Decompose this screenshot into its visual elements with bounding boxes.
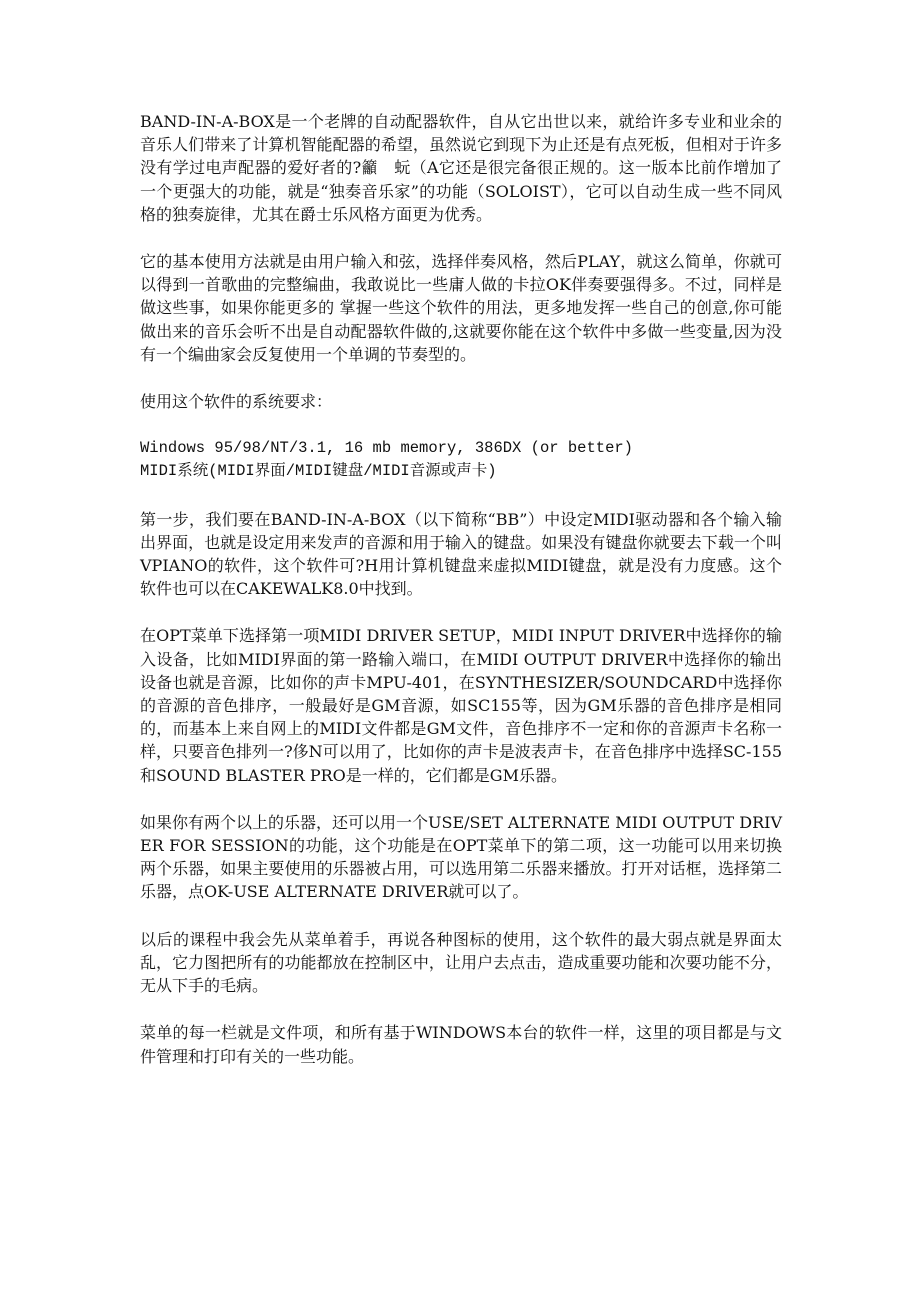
opt-menu-paragraph: 在OPT菜单下选择第一项MIDI DRIVER SETUP，MIDI INPUT DRIVER中选择你的输入设备，比如MIDI界面的第一路输入端口，在MIDI OUTPUT DRIVER中选择你的输出设备也就是音源，比如你的声卡MPU-401，在SYNTHESIZER/SOUNDCARD中选择你的音源的音色排序，一般最好是GM音源，如SC155等，因为GM乐器的音色排序是相同的，而基本上来自网上的MIDI文件都是GM文件，音色排序不一定和你的音源声卡名称一样，只要音色排列一?侈N可以用了，比如你的声卡是波表声卡，在音色排序中选择SC-155和SOUND BLASTER PRO是一样的，它们都是GM乐器。 — [140, 626, 782, 785]
requirement-os: Windows 95/98/NT/3.1, 16 mb memory, 386DX (or better) — [140, 439, 633, 458]
requirements-list — [140, 437, 782, 483]
requirement-midi: MIDI系统(MIDI界面/MIDI键盘/MIDI音源或声卡) — [140, 462, 497, 481]
document-body — [140, 110, 782, 1092]
alternate-driver-paragraph: 如果你有两个以上的乐器，还可以用一个USE/SET ALTERNATE MIDI OUTPUT DRIVER FOR SESSION的功能，这个功能是在OPT菜单下的第二项，这一功能可以用来切换两个乐器，如果主要使用的乐器被占用，可以选用第二乐器来播放。打开对话框，选择第二乐器，点OK-USE ALTERNATE DRIVER就可以了。 — [140, 812, 782, 902]
requirements-heading: 使用这个软件的系统要求： — [140, 392, 333, 412]
intro-paragraph: BAND-IN-A-BOX是一个老牌的自动配器软件，自从它出世以来，就给许多专业和业余的音乐人们带来了计算机智能配器的希望，虽然说它到现下为止还是有点死板，但相对于许多没有学过电声配器的爱好者的?籲 蚖（A它还是很完备很正规的。这一版本比前作增加了一个更强大的功能，就是“独奏音乐家”的功能（SOLOIST），它可以自动生成一些不同风格的独奏旋律，尤其在爵士乐风格方面更为优秀。 — [140, 112, 782, 224]
file-menu-paragraph: 菜单的每一栏就是文件项，和所有基于WINDOWS本台的软件一样，这里的项目都是与文件管理和打印有关的一些功能。 — [140, 1023, 782, 1066]
course-plan-paragraph: 以后的课程中我会先从菜单着手，再说各种图标的使用，这个软件的最大弱点就是界面太乱，它力图把所有的功能都放在控制区中，让用户去点击，造成重要功能和次要功能不分，无从下手的毛病。 — [140, 929, 782, 996]
usage-paragraph: 它的基本使用方法就是由用户输入和弦，选择伴奏风格，然后PLAY，就这么简单，你就可以得到一首歌曲的完整编曲，我敢说比一些庸人做的卡拉OK伴奏要强得多。不过，同样是做这些事，如果你能更多的 掌握一些这个软件的用法，更多地发挥一些自己的创意,你可能做出来的音乐会听不出是自动配器软件做的,这就要你能在这个软件中多做一些变量,因为没有一个编曲家会反复使用一个单调的节奏型的。 — [140, 252, 782, 364]
step-one-paragraph: 第一步，我们要在BAND-IN-A-BOX（以下简称“BB”）中设定MIDI驱动器和各个输入输出界面，也就是设定用来发声的音源和用于输入的键盘。如果没有键盘你就要去下载一个叫VPIANO的软件，这个软件可?H用计算机键盘来虚拟MIDI键盘，就是没有力度感。这个软件也可以在CAKEWALK8.0中找到。 — [140, 509, 782, 599]
